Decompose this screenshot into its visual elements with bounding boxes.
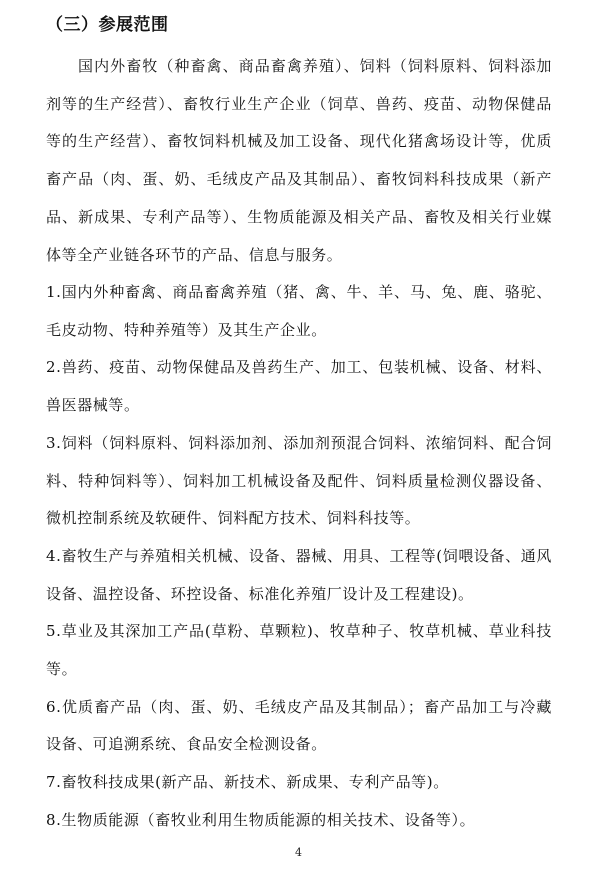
list-item: 7.畜牧科技成果(新产品、新技术、新成果、专利产品等)。	[46, 773, 449, 792]
list-item: 6.优质畜产品（肉、蛋、奶、毛绒皮产品及其制品）；畜产品加工与冷藏设备、可追溯系统、食品安全检测设备。	[46, 697, 552, 754]
list-item: 1.国内外种畜禽、商品畜禽养殖（猪、禽、牛、羊、马、兔、鹿、骆驼、毛皮动物、特种养殖等）及其生产企业。	[46, 283, 552, 339]
exhibit-scope-list	[46, 274, 552, 840]
list-item: 8.生物质能源（畜牧业利用生物质能源的相关技术、设备等）。	[46, 810, 476, 829]
list-item: 4.畜牧生产与养殖相关机械、设备、器械、用具、工程等(饲喂设备、通风设备、温控设备、环控设备、标准化养殖厂设计及工程建设)。	[46, 546, 552, 603]
page-number: 4	[295, 846, 302, 859]
list-item: 2.兽药、疫苗、动物保健品及兽药生产、加工、包装机械、设备、材料、兽医器械等。	[46, 358, 552, 415]
list-item: 5.草业及其深加工产品(草粉、草颗粒)、牧草种子、牧草机械、草业科技等。	[46, 622, 552, 679]
section-heading: （三）参展范围	[46, 15, 169, 35]
list-item: 3.饲料（饲料原料、饲料添加剂、添加剂预混合饲料、浓缩饲料、配合饲料、特种饲料等）、饲料加工机械设备及配件、饲料质量检测仪器设备、微机控制系统及软硬件、饲料配方技术、饲料科技等。	[46, 433, 552, 528]
intro-paragraph: 国内外畜牧（种畜禽、商品畜禽养殖）、饲料（饲料原料、饲料添加剂等的生产经营）、畜牧行业生产企业（饲草、兽药、疫苗、动物保健品等的生产经营）、畜牧饲料机械及加工设备、现代化猪禽场设计等，优质畜产品（肉、蛋、奶、毛绒皮产品及其制品）、畜牧饲料科技成果（新产品、新成果、专利产品等）、生物质能源及相关产品、畜牧及相关行业媒体等全产业链各环节的产品、信息与服务。	[46, 57, 552, 264]
